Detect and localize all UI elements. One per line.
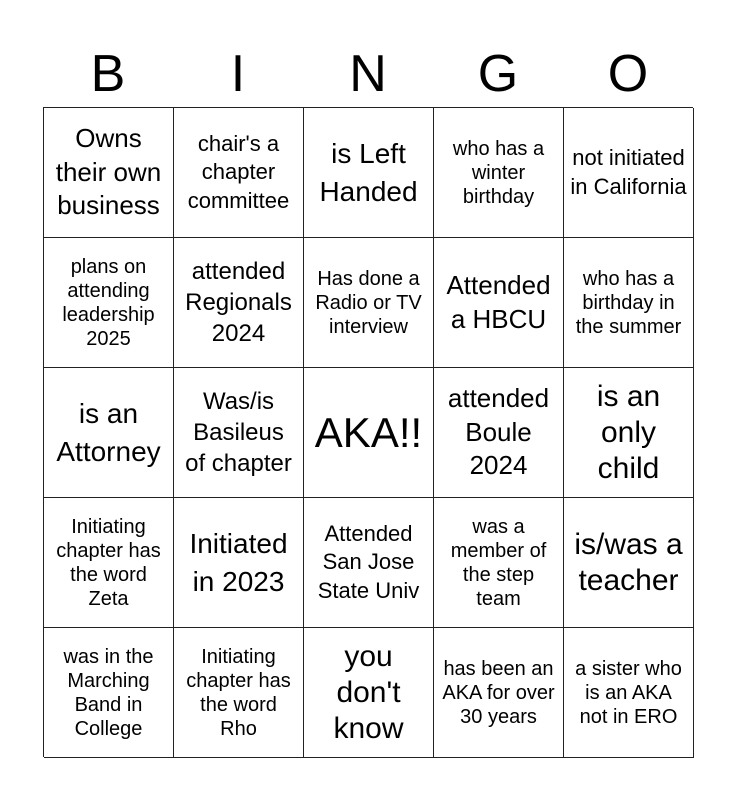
bingo-cell-r2-c4[interactable]: Attended a HBCU [434,238,564,368]
header-letter-b: B [90,45,126,103]
bingo-cell-r1-c1[interactable]: Owns their own business [44,108,174,238]
bingo-cell-r3-c5[interactable]: is an only child [564,368,694,498]
bingo-cell-r1-c5[interactable]: not initiated in California [564,108,694,238]
bingo-cell-r3-c2[interactable]: Was/is Basileus of chapter [174,368,304,498]
bingo-cell-r2-c3[interactable]: Has done a Radio or TV interview [304,238,434,368]
bingo-cell-free[interactable]: AKA!! [304,368,434,498]
bingo-cell-r5-c5[interactable]: a sister who is an AKA not in ERO [564,628,694,758]
bingo-cell-r4-c4[interactable]: was a member of the step team [434,498,564,628]
bingo-cell-r4-c3[interactable]: Attended San Jose State Univ [304,498,434,628]
bingo-cell-r3-c4[interactable]: attended Boule 2024 [434,368,564,498]
bingo-cell-r1-c2[interactable]: chair's a chapter committee [174,108,304,238]
bingo-cell-r4-c5[interactable]: is/was a teacher [564,498,694,628]
bingo-cell-r5-c3[interactable]: you don't know [304,628,434,758]
bingo-cell-r2-c5[interactable]: who has a birthday in the summer [564,238,694,368]
bingo-cell-r5-c1[interactable]: was in the Marching Band in College [44,628,174,758]
header-letter-n: N [349,45,387,103]
header-letter-g: G [477,45,519,103]
header-letter-i: I [230,45,246,103]
bingo-cell-r1-c3[interactable]: is Left Handed [304,108,434,238]
bingo-header [43,40,693,108]
bingo-cell-r4-c1[interactable]: Initiating chapter has the word Zeta [44,498,174,628]
bingo-cell-r4-c2[interactable]: Initiated in 2023 [174,498,304,628]
bingo-cell-r1-c4[interactable]: who has a winter birthday [434,108,564,238]
header-letter-o: O [607,45,649,103]
bingo-cell-r5-c2[interactable]: Initiating chapter has the word Rho [174,628,304,758]
bingo-cell-r2-c1[interactable]: plans on attending leadership 2025 [44,238,174,368]
bingo-cell-r3-c1[interactable]: is an Attorney [44,368,174,498]
bingo-board [43,107,693,757]
bingo-cell-r5-c4[interactable]: has been an AKA for over 30 years [434,628,564,758]
bingo-cell-r2-c2[interactable]: attended Regionals 2024 [174,238,304,368]
